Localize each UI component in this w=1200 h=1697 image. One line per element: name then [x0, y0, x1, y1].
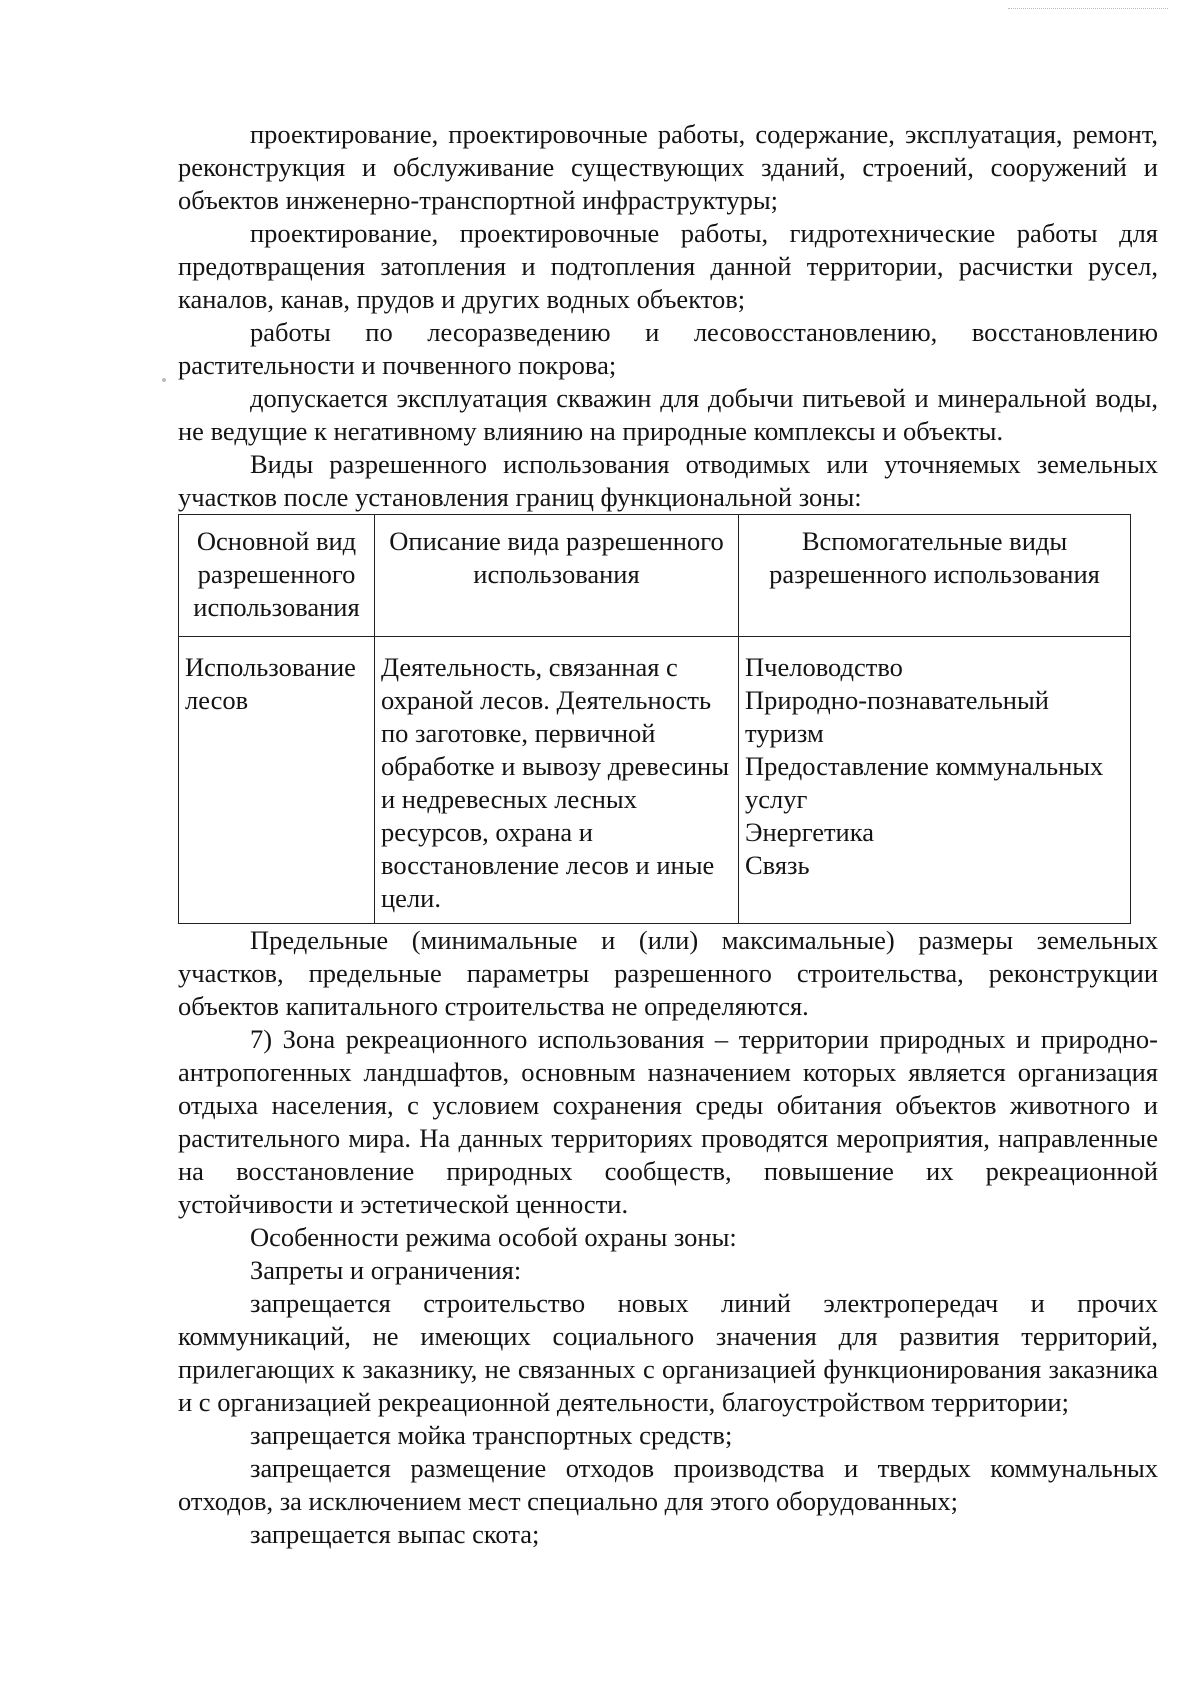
- auxiliary-use-item: Пчеловодство: [745, 652, 903, 682]
- paragraph-design-maintenance: проектирование, проектировочные работы, содержание, эксплуатация, ремонт, реконструкция и обслуживание существующих зданий, строений, сооружений и объектов инженерно-транспортной инфраструктуры;: [178, 119, 1158, 215]
- paragraph-protection-regime: Особенности режима особой охраны зоны:: [250, 1222, 737, 1252]
- paragraph-no-vehicle-wash: запрещается мойка транспортных средств;: [250, 1420, 733, 1450]
- permitted-uses-table: [178, 514, 1131, 924]
- table-row: [179, 637, 1131, 924]
- scan-dot: [162, 378, 166, 382]
- auxiliary-use-item: Предоставление коммунальных услуг: [745, 751, 1104, 814]
- paragraph-reforestation: работы по лесоразведению и лесовосстановлению, восстановлению растительности и почвенного покрова;: [178, 317, 1158, 380]
- auxiliary-use-item: Связь: [745, 850, 810, 880]
- table-header-row: [179, 515, 1131, 637]
- cell-auxiliary-uses: [739, 637, 1131, 924]
- paragraph-no-grazing: запрещается выпас скота;: [250, 1519, 540, 1549]
- paragraph-limit-parameters: Предельные (минимальные и (или) максимальные) размеры земельных участков, предельные параметры разрешенного строительства, реконструкции объектов капитального строительства не определяются.: [178, 925, 1158, 1021]
- paragraph-prohibitions-heading: Запреты и ограничения:: [250, 1255, 522, 1285]
- paragraph-no-waste: запрещается размещение отходов производства и твердых коммунальных отходов, за исключением мест специально для этого оборудованных;: [178, 1453, 1158, 1516]
- cell-main-use: Использование лесов: [179, 637, 375, 924]
- permitted-uses-table-wrap: [178, 514, 1158, 924]
- auxiliary-use-item: Энергетика: [745, 817, 874, 847]
- document-page: [178, 118, 1158, 1551]
- auxiliary-use-item: Природно-познавательный туризм: [745, 685, 1049, 748]
- header-main-use: Основной вид разрешенного использования: [179, 515, 375, 637]
- cell-description: Деятельность, связанная с охраной лесов. Деятельность по заготовке, первичной обработке и вывозу древесины и недревесных лесных ресурсов, охрана и восстановление лесов и иные цели.: [375, 637, 739, 924]
- paragraph-recreation-zone: 7) Зона рекреационного использования – территории природных и природно-антропогенных ландшафтов, основным назначением которых является организация отдыха населения, с условием сохранения среды обитания объектов животного и растительного мира. На данных территориях проводятся мероприятия, направленные на восстановление природных сообществ, повышение их рекреационной устойчивости и эстетической ценности.: [178, 1024, 1158, 1219]
- paragraph-wells: допускается эксплуатация скважин для добычи питьевой и минеральной воды, не ведущие к негативному влиянию на природные комплексы и объекты.: [178, 383, 1158, 446]
- header-description: Описание вида разрешенного использования: [375, 515, 739, 637]
- paragraph-hydro-works: проектирование, проектировочные работы, гидротехнические работы для предотвращения затопления и подтопления данной территории, расчистки русел, каналов, канав, прудов и других водных объектов;: [178, 218, 1158, 314]
- header-auxiliary-uses: Вспомогательные виды разрешенного использования: [739, 515, 1131, 637]
- paragraph-no-power-lines: запрещается строительство новых линий электропередач и прочих коммуникаций, не имеющих социального значения для развития территорий, прилегающих к заказнику, не связанных с организацией функционирования заказника и с организацией рекреационной деятельности, благоустройством территории;: [178, 1288, 1158, 1417]
- paragraph-permitted-uses-intro: Виды разрешенного использования отводимых или уточняемых земельных участков после установления границ функциональной зоны:: [178, 449, 1158, 512]
- scan-artifact: [1008, 8, 1168, 11]
